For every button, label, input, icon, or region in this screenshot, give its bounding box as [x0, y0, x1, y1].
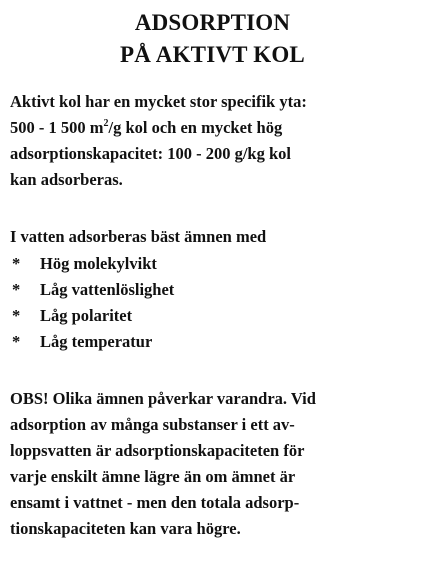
intro-line-4: kan adsorberas.: [10, 170, 123, 189]
note-line-2: adsorption av många substanser i ett av-: [10, 415, 295, 434]
list-item-label: Låg temperatur: [40, 332, 153, 351]
list-item-label: Låg vattenlöslighet: [40, 280, 175, 299]
list-heading: I vatten adsorberas bäst ämnen med: [10, 227, 267, 246]
intro-line-3: adsorptionskapacitet: 100 - 200 g/kg kol: [10, 144, 291, 163]
list-item: [12, 306, 132, 326]
intro-line-2-start: 500 - 1 500 m: [10, 118, 104, 137]
bullet-icon: *: [12, 306, 21, 325]
note-line-3: loppsvatten är adsorptionskapaciteten för: [10, 441, 305, 460]
bullet-icon: *: [12, 332, 21, 351]
bullet-icon: *: [12, 254, 21, 273]
superscript: 2: [103, 117, 109, 129]
intro-line-1: Aktivt kol har en mycket stor specifik yta:: [10, 92, 307, 111]
bullet-icon: *: [12, 280, 21, 299]
note-line-6: tionskapaciteten kan vara högre.: [10, 519, 241, 538]
page-title-line-1: ADSORPTION: [134, 10, 291, 35]
list-item: [12, 280, 174, 300]
note-line-5: ensamt i vattnet - men den totala adsorp-: [10, 493, 300, 512]
list-item: [12, 332, 152, 352]
list-item-label: Hög molekylvikt: [40, 254, 157, 273]
page-title-line-2: PÅ AKTIVT KOL: [120, 42, 305, 67]
note-line-1: OBS! Olika ämnen påverkar varandra. Vid: [10, 389, 316, 408]
list-item: [12, 254, 157, 274]
intro-line-2-end: /g kol och en mycket hög: [108, 118, 283, 137]
note-line-4: varje enskilt ämne lägre än om ämnet är: [10, 467, 296, 486]
intro-line-2: [10, 118, 282, 138]
list-item-label: Låg polaritet: [40, 306, 133, 325]
